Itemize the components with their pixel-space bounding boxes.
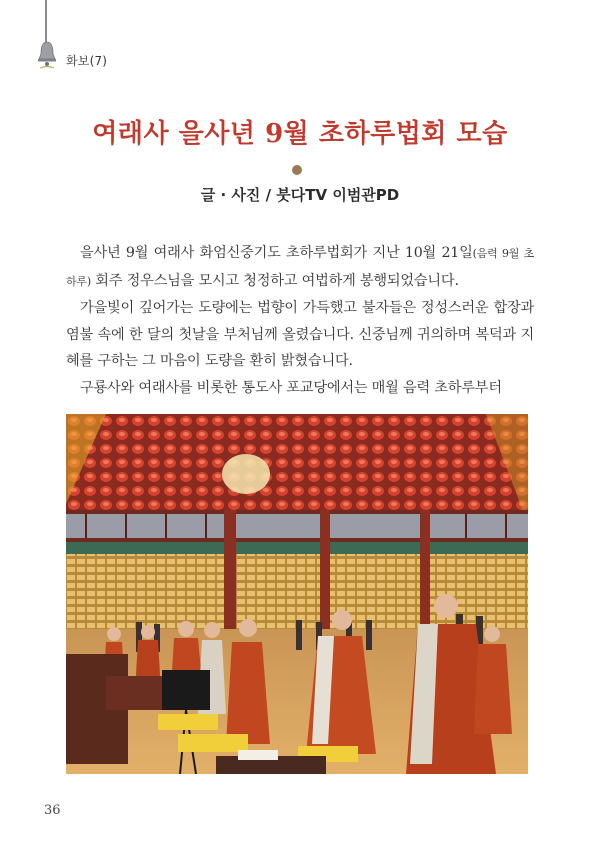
dharma-hall-photo	[66, 414, 528, 774]
paragraph-2: 가을빛이 깊어가는 도량에는 법향이 가득했고 불자들은 정성스러운 합장과 염불 속에 한 달의 첫날을 부처님께 올렸습니다. 신중님께 귀의하며 복덕과 지혜를 구하는 그 마음이 도량을 환히 밝혔습니다.	[66, 300, 534, 370]
article-byline: 글 · 사진 / 붓다TV 이범관PD	[200, 186, 400, 204]
section-label: 화보(7)	[66, 54, 108, 68]
paragraph-1-text-b: 회주 정우스님을 모시고 청정하고 여법하게 봉행되었습니다.	[90, 272, 459, 289]
paragraph-1-lunar-date-a: (음력 9월 초	[472, 247, 535, 260]
paragraph-1-lunar-date-b: 하루)	[66, 274, 91, 288]
paragraph-1	[66, 240, 534, 295]
bell-hanger-line	[45, 0, 47, 44]
title-divider-dot	[292, 165, 302, 175]
paragraph-3: 구룡사와 여래사를 비롯한 통도사 포교당에서는 매월 음력 초하루부터	[80, 379, 502, 396]
article-body	[66, 240, 534, 402]
page-number: 36	[44, 803, 61, 818]
paragraph-1-text-a: 을사년 9월 여래사 화엄신중기도 초하루법회가 지난 10월 21일	[80, 245, 473, 261]
article-title: 여래사 을사년 9월 초하루법회 모습	[92, 119, 508, 149]
bell-icon	[36, 40, 58, 70]
